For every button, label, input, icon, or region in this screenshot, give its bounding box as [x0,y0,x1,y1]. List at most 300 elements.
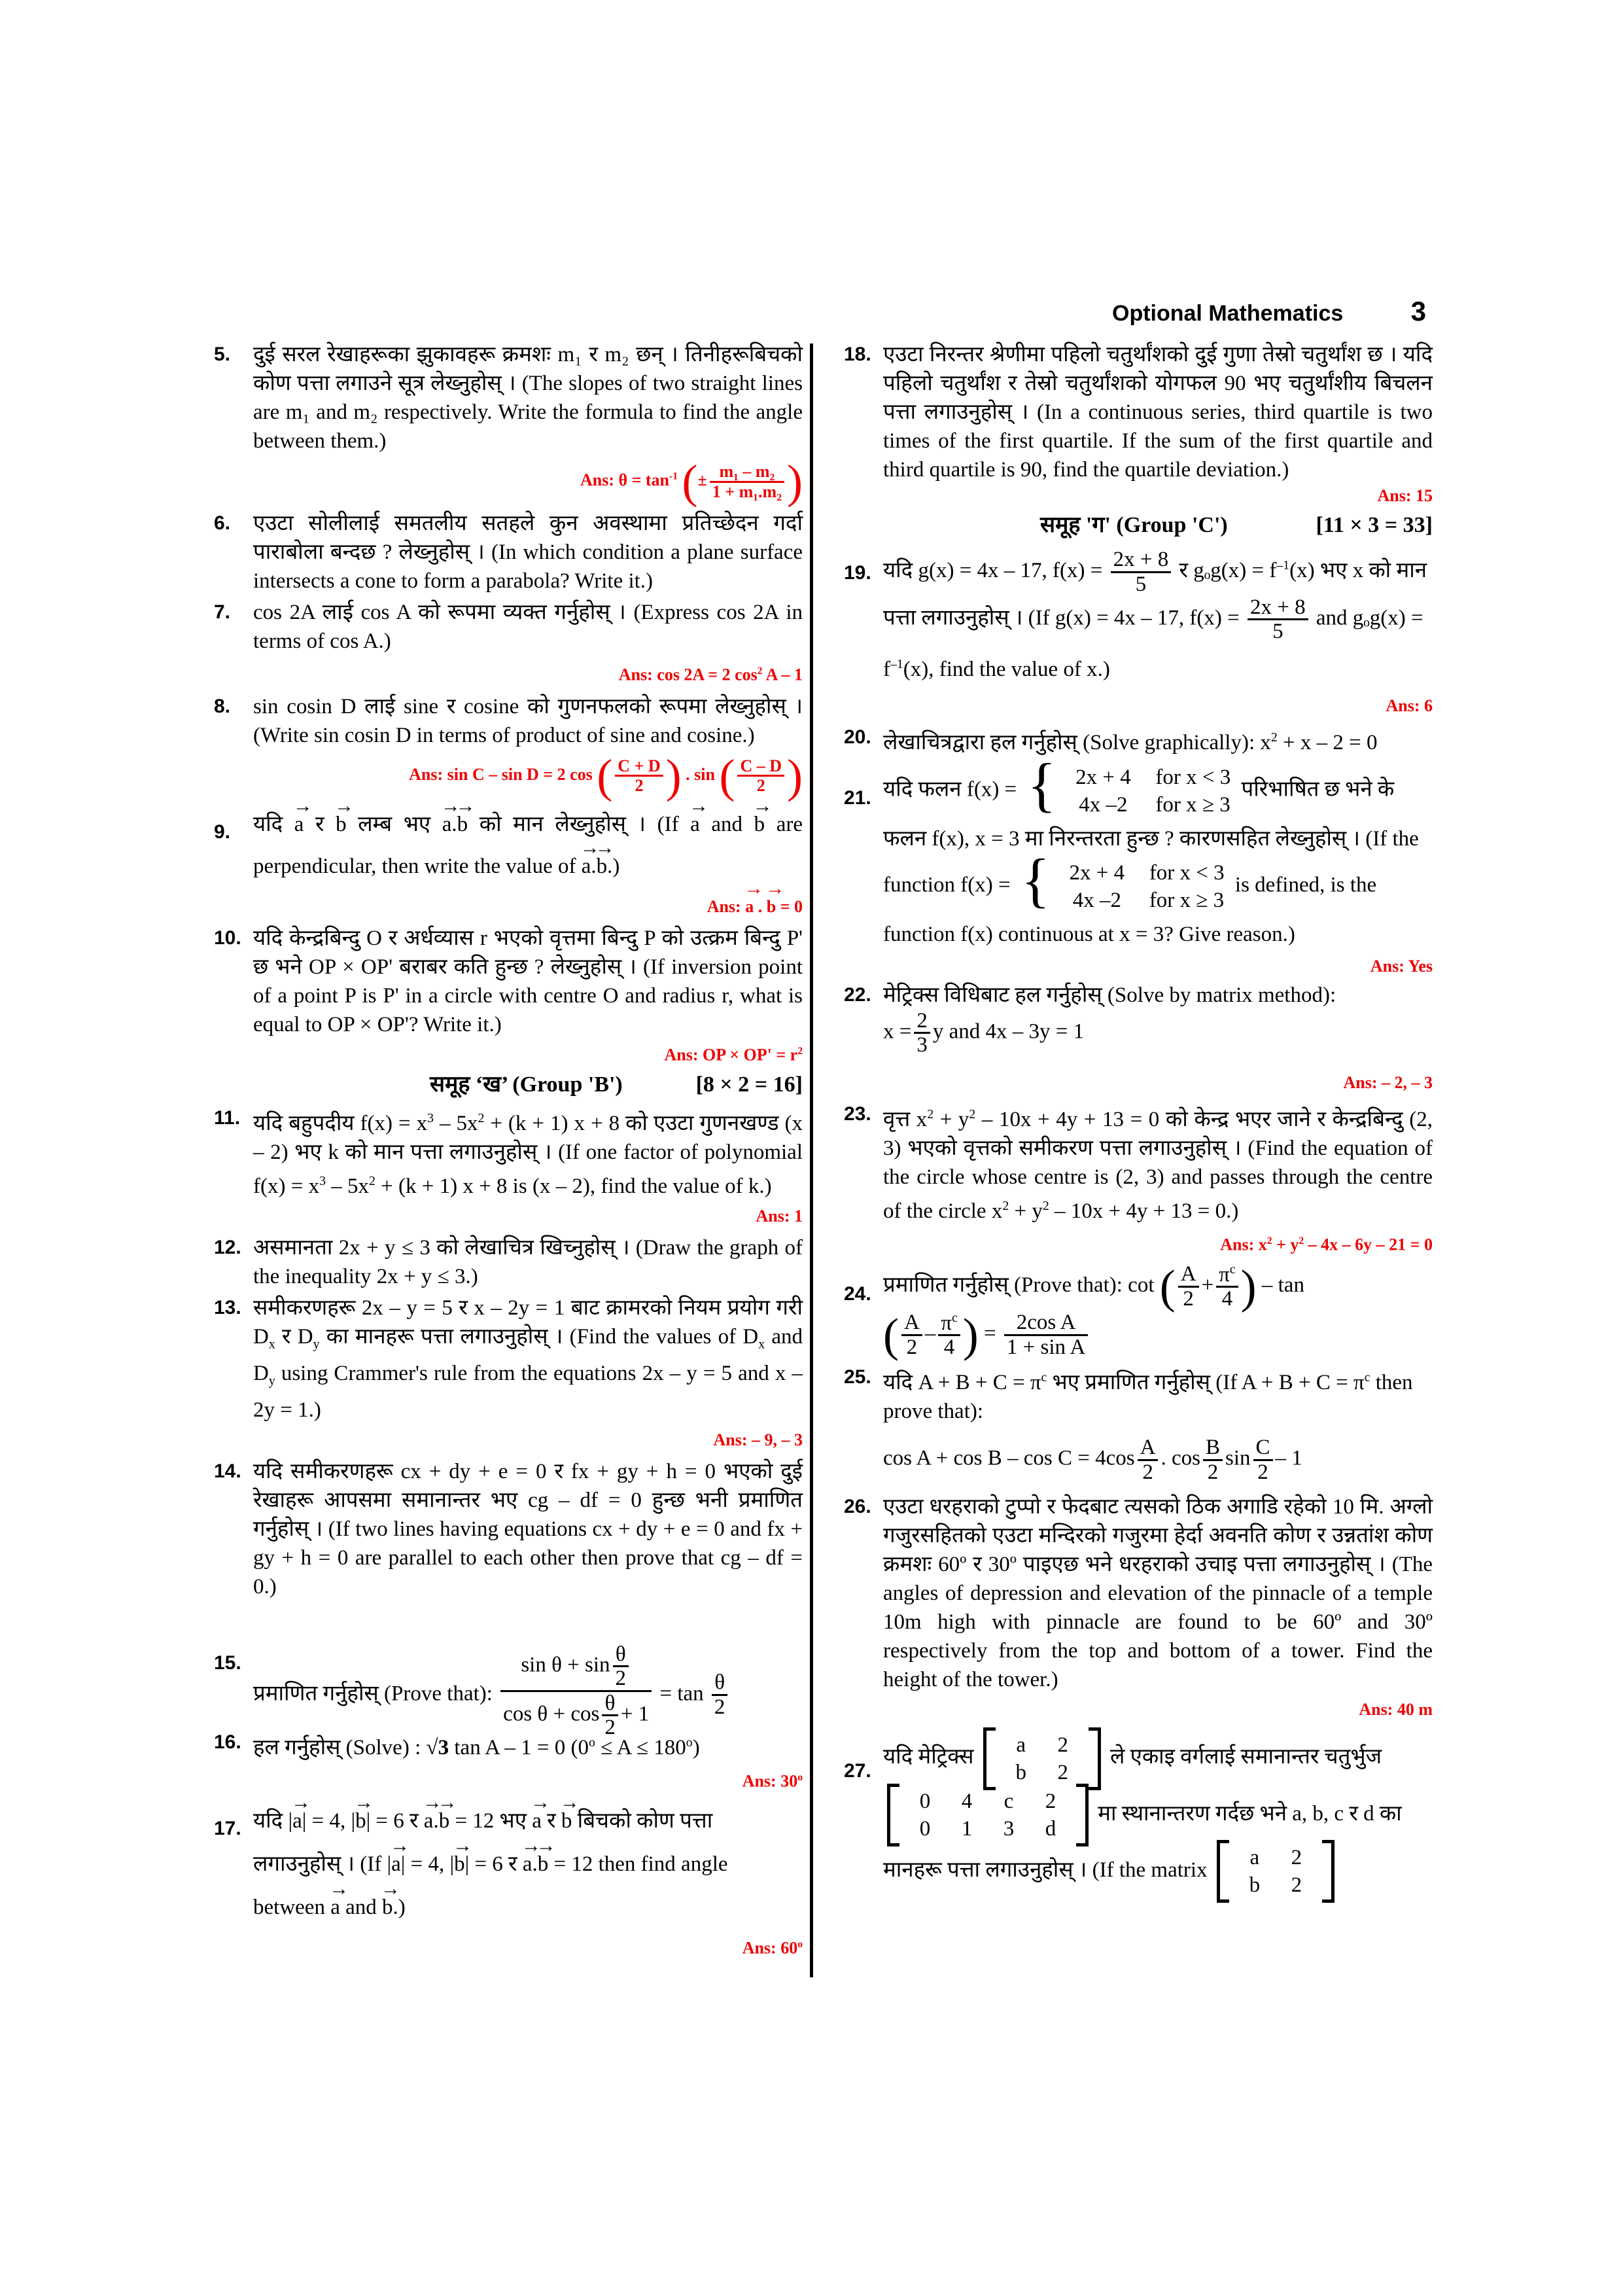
text-run: . [532,1852,538,1877]
right-paren: ) [962,1309,979,1362]
question-11 [214,1104,803,1201]
question-text [883,981,1433,1057]
left-paren: ( [719,749,735,802]
superscript: 2 [927,1107,934,1122]
question-text: एउटा धरहराको टुप्पो र फेदबाट त्यसको ठिक अगाडि रहेको 10 मि. अग्लो गजुरसहितको एउटा मन्दिरको गजुरमा हेर्दा अवनति कोण र उन्नतांश कोण क्रमशः 60º र 30º पाइएछ भने धरहराको उचाइ पत्ता लगाउनुहोस् । (The angles of depression and elevation of the pinnacle of a temple 10m high with pinnacle are found to be 60º and 30º respectively from the top and bottom of a tower. Find the height of the tower.) [883,1495,1433,1692]
vector-a: → a [532,1799,542,1843]
answer-sup: 2 [797,1045,803,1057]
denominator: 2 [756,776,765,796]
superscript: c [1229,1262,1236,1277]
question-number: 23. [844,1103,871,1125]
matrix-cell: 2 [1291,1873,1302,1898]
b-over-2 [1203,1436,1223,1483]
question-number: 27. [844,1760,871,1782]
text-run: । (If the function f(x) = [883,826,1419,897]
text-run: परिभाषित छ भने के फलन f(x), x = 3 मा निरन्तरता हुन्छ ? कारणसहित लेख्नुहोस् [883,777,1395,851]
question-text [253,804,803,887]
text-run: . cos [1161,1446,1200,1470]
denominator: 2 [714,1695,725,1719]
denominator: 2 [906,1335,918,1359]
answer-text: = 0 [780,896,803,916]
vector-b: → b [382,1886,393,1929]
answer-text: Ans: [707,896,741,916]
denominator: 2 [604,1716,616,1740]
page-header [1112,296,1426,335]
matrix-row [1234,1871,1318,1899]
a-over-2 [1178,1263,1199,1310]
vector-a: → a [292,1799,302,1843]
case-row [1045,859,1225,887]
text-run: ले एकाइ वर्गलाई समानान्तर चतुर्भुज [1109,1745,1382,1769]
text-run: – 10x + 4y + 13 = 0.) [1049,1199,1239,1224]
case-condition: for x ≥ 3 [1149,888,1225,912]
question-14 [214,1457,803,1601]
text-run: are perpendicular, then write the value of [253,812,803,878]
matrix-cell: 2 [1057,1760,1068,1784]
question-number: 6. [214,512,231,534]
numerator: 2 [914,1010,930,1034]
answer-sup: 2 [757,665,763,677]
matrix-row [1000,1759,1084,1786]
question-number: 17. [214,1818,241,1840]
question-13 [214,1294,803,1424]
denominator: 4 [1221,1287,1233,1311]
text-run: + 1 [620,1702,650,1726]
a-over-2 [901,1311,922,1358]
text-run: – 10x + 4y + 13 = 0 को केन्द्र भएर जाने र केन्द्रबिन्दु (2, 3) भएको वृत्तको समीकरण पत्ता लगाउनुहोस् । (Find the equation of the circle whose centre is (2, 3) and passes through the centre of the circle x [883,1108,1433,1224]
vector-a: → a [582,845,591,887]
text-run: यदि g(x) = 4x – 17, f(x) = [883,559,1103,582]
degree: o [588,1735,595,1750]
text-run: .) [393,1896,406,1920]
superscript: 3 [319,1174,326,1189]
answer-18: Ans: 15 [1377,486,1433,505]
matrix-cell: 3 [1003,1817,1015,1841]
answer-text: Ans: sin C – sin D = 2 cos [409,764,593,784]
case-row [1051,764,1230,791]
denominator: 2 [615,1667,627,1691]
denominator: 2 [635,776,644,796]
matrix-cell: 2 [1057,1733,1068,1757]
answer-26: Ans: 40 m [1359,1700,1433,1720]
vector-a: → a [745,894,754,920]
denominator: 1 + m₁.m₂ [712,482,782,501]
denominator: 3 [916,1033,928,1057]
text-run: sin [1225,1446,1251,1470]
vector-b: → b [754,804,765,845]
text-run: and [711,812,743,836]
vector-b: → b [767,894,776,920]
text-run: y and 4x – 3y = 1 [932,1019,1085,1044]
matrix-row [904,1815,1072,1843]
matrix-cell: b [1015,1760,1026,1784]
numerator: A [1178,1263,1199,1288]
question-8 [214,692,803,750]
superscript: c [1364,1369,1370,1385]
matrix-cell: 0 [919,1817,931,1841]
text-run: then prove that): [883,1370,1413,1423]
question-text [883,723,1433,757]
text-run: को मान लेख्नुहोस् । (If [479,812,679,836]
text-run: ≤ A ≤ 180 [595,1735,686,1759]
text-run: समीकरणहरू 2x – y = 5 र x – 2y = 1 बाट क्रामरको नियम प्रयोग गरी D [253,1296,803,1349]
identity [883,1436,1302,1483]
text-run: .) [607,854,620,878]
text-run: tan A – 1 = 0 (0 [449,1735,589,1759]
question-number: 21. [844,786,871,809]
question-number: 16. [214,1731,241,1753]
left-paren: ( [883,1309,899,1362]
answer-19: Ans: 6 [1386,696,1433,715]
right-paren: ) [665,749,682,802]
question-number: 18. [844,344,871,365]
question-text [883,544,1433,690]
answer-23 [844,1228,1433,1258]
text-run: and [345,1896,377,1920]
answer-text: Ans: 60 [742,1938,798,1958]
answer-text: Ans: x [1220,1235,1267,1254]
question-text: एउटा निरन्तर श्रेणीमा पहिलो चतुर्थांशको दुई गुणा तेस्रो चतुर्थांश छ । यदि पहिलो चतुर्थांश र तेस्रो चतुर्थांशको योगफल 90 भए चतुर्थांशीय बिचलन पत्ता लगाउनुहोस् । (In a continuous series, third quartile is two times of the first quartile. If the sum of the first quartile and third quartile is 90, find the quartile deviation.) [883,343,1433,482]
question-16 [214,1728,803,1762]
answer-text: . sin [686,764,715,784]
subscript: x [758,1337,765,1352]
text-run: यदि मेट्रिक्स [883,1745,974,1769]
question-number: 25. [844,1366,871,1388]
vector-b: → b [439,1799,450,1843]
numerator: θ [712,1671,728,1696]
answer-sup: o [797,1939,803,1951]
matrix-cell: c [1003,1790,1014,1814]
question-number: 11. [214,1107,241,1129]
question-number: 14. [214,1460,241,1482]
denominator: 5 [1272,620,1283,644]
case-expr: 2x + 4 [1075,765,1131,789]
question-number: 7. [214,601,231,623]
f-fraction [1248,596,1308,643]
vector-a: → a [523,1843,532,1886]
page-number: 3 [1410,296,1426,327]
c-over-2 [1253,1436,1273,1483]
answer-text: Ans: OP × OP' = r [664,1045,798,1065]
answer-text: – 4x – 6y – 21 = 0 [1304,1235,1433,1254]
question-text [253,1294,803,1424]
pi-over-4 [938,1311,960,1359]
text-run: र [547,1809,556,1833]
text-run: र D [275,1325,313,1349]
superscript: c [952,1310,958,1325]
group-b-heading [214,1069,803,1101]
text-run: + y [934,1108,969,1132]
text-run: – 5x [433,1112,478,1136]
group-title: समूह ‘ख’ (Group 'B') [430,1072,623,1097]
vector-b: → b [457,804,468,845]
question-19 [844,544,1433,690]
text-run: and D [253,1325,803,1385]
lhs-fraction [500,1643,652,1740]
question-number: 19. [844,562,871,584]
question-6 [214,509,803,595]
numerator: m₁ – m₂ [710,463,784,482]
text-run: cos θ + cos [503,1702,600,1726]
question-text: cos 2A लाई cos A को रूपमा व्यक्त गर्नुहोस् । (Express cos 2A in terms of cos A.) [253,601,803,653]
numerator: C + D [615,757,663,777]
answer-sup: o [797,1771,803,1783]
matrix-row [1000,1731,1084,1759]
vector-b: → b [561,1799,572,1843]
question-10 [214,924,803,1039]
right-column [844,340,1433,1901]
answer-sup: -1 [669,470,678,482]
question-25 [844,1363,1433,1483]
question-number: 20. [844,726,871,748]
text-run: यदि [253,812,283,836]
answer-text: Ans: 30 [742,1771,798,1791]
numerator [938,1311,960,1337]
half-theta [613,1643,629,1690]
denominator: 5 [1135,572,1147,596]
matrix-cell: a [1016,1733,1026,1757]
question-text [253,1728,803,1762]
text-run: + y [1009,1199,1043,1224]
text-run: + (k + 1) x + 8 को एउटा गुणनखण्ड (x – 2) भए k को मान पत्ता लगाउनुहोस् । (If one factor of polynomial f(x) = x [253,1112,803,1199]
matrix-cell: 2 [1045,1790,1056,1814]
question-text: sin cosin D लाई sine र cosine को गुणनफलको रूपमा लेख्नुहोस् । (Write sin cosin D in terms of product of sine and cosine.) [253,694,803,747]
text-run: यदि फलन f(x) = [883,777,1017,802]
superscript: 2 [478,1111,485,1126]
text-run: यदि A + B + C = π [883,1370,1041,1394]
square-root: √3 [426,1735,449,1759]
question-5 [214,340,803,455]
vector-b: → b [336,804,347,845]
vector-b: → b [454,1843,465,1886]
question-9 [214,804,803,887]
answer-17 [214,1932,803,1962]
denominator: 2 [1183,1286,1194,1311]
text-run: – 5x [325,1174,369,1199]
question-number: 10. [214,927,241,949]
plus-minus: ± [697,470,707,489]
text-run: भए प्रमाणित गर्नुहोस् (If A + B + C = π [1047,1370,1365,1394]
answer-11: Ans: 1 [756,1207,803,1226]
numerator: θ [613,1643,629,1668]
denominator: 2 [1257,1460,1268,1484]
question-18 [844,340,1433,484]
superscript: 2 [1042,1199,1049,1214]
left-paren: ( [1159,1260,1176,1313]
text-run: = [984,1321,996,1345]
question-number: 13. [214,1297,241,1319]
question-number: 26. [844,1496,871,1518]
question-27 [844,1729,1433,1899]
text-run: is defined, is the function f(x) continuous at x = 3? Give reason.) [883,873,1377,946]
vector-a: → a [294,804,304,845]
answer-text: Ans: θ = tan [580,470,670,489]
question-text [883,1363,1433,1483]
text-run: – tan [1261,1273,1304,1297]
numerator: A [1138,1436,1159,1461]
text-run: = 12 then find angle between [253,1852,728,1920]
matrix-row [904,1788,1072,1815]
text-run: प्रमाणित गर्नुहोस् (Prove that): [253,1681,493,1705]
text-run: वृत्त x [883,1108,928,1132]
text-run: and gₒg(x) = f [883,606,1423,681]
question-text: एउटा सोलीलाई समतलीय सतहले कुन अवस्थामा प्रतिच्छेदन गर्दा पाराबोला बन्दछ ? लेख्नुहोस् । (In which condition a plane surface intersects a cone to form a parabola? Write it.) [253,512,803,593]
pi: π [1219,1262,1230,1286]
case-condition: for x < 3 [1155,765,1231,789]
question-12 [214,1233,803,1291]
question-number: 12. [214,1237,241,1259]
answer-text: Ans: cos 2A = 2 cos [618,665,758,684]
vector-b: → b [538,1843,549,1886]
text-run: प्रमाणित गर्नुहोस् (Prove that): cot [883,1273,1155,1297]
vector-b: → b [355,1799,366,1843]
left-paren: ( [682,455,698,508]
group-c-heading [844,509,1433,542]
case-condition: for x ≥ 3 [1155,792,1230,817]
question-text [883,1260,1433,1362]
case-condition: for x < 3 [1149,860,1225,885]
answer-13: Ans: – 9, – 3 [713,1430,803,1449]
text-run: यदि बहुपदीय f(x) = x [253,1112,428,1136]
vector-a: → a [330,1886,340,1929]
subscript: y [313,1337,320,1352]
text-run: – 1 [1275,1446,1302,1470]
text-run: लम्ब भए [358,812,431,836]
answer-7 [214,658,803,688]
answer-text: A – 1 [762,665,803,684]
group-marks: [11 × 3 = 33] [1316,513,1433,537]
subscript: x [268,1337,275,1352]
column-divider [810,344,813,1977]
answer-10 [214,1042,803,1065]
superscript: –1 [890,656,903,671]
text-run: मा स्थानान्तरण गर्दछ भने a, b, c र d का मानहरू पत्ता लगाउनुहोस् । (If the matrix [883,1801,1402,1882]
case-expr: 4x –2 [1072,888,1121,912]
matrix-parallelogram [887,1788,1089,1843]
question-text: दुई सरल रेखाहरूका झुकावहरू क्रमशः m₁ र m₂ छन् । तिनीहरूबिचको कोण पत्ता लगाउने सूत्र लेख्नुहोस् । (The slopes of two straight lines are m₁ and m₂ respectively. Write the formula to find the angle between them.) [253,343,803,453]
text-run: यदि | [253,1809,293,1833]
question-text: असमानता 2x + y ≤ 3 को लेखाचित्र खिच्नुहोस् । (Draw the graph of the inequality 2x + y ≤ 3.) [253,1236,803,1289]
answer-text: + y [1272,1235,1299,1254]
question-number: 8. [214,695,231,717]
text-run: बिचको कोण पत्ता लगाउनुहोस् । (If | [253,1809,713,1877]
text-run: लेखाचित्रद्वारा हल गर्नुहोस् (Solve graphically): x [883,730,1271,754]
text-run: + x – 2 = 0 [1277,730,1378,754]
matrix-cell: 0 [919,1790,931,1814]
question-number: 15. [214,1651,241,1674]
superscript: 3 [427,1111,434,1126]
half-theta [712,1671,728,1718]
text-run: using Crammer's rule from the equations 2x – y = 5 and x – 2y = 1.) [253,1361,803,1422]
vector-a: → a [391,1843,401,1886]
superscript: 2 [1002,1199,1009,1214]
matrix-cell: 1 [961,1817,973,1841]
question-number: 5. [214,344,231,365]
left-paren: ( [597,749,613,802]
question-text [883,1100,1433,1226]
vector-a: → a [442,804,452,845]
denominator: 4 [943,1335,955,1360]
matrix-a-b [983,1731,1101,1786]
superscript: 2 [969,1107,976,1122]
text-run: हल गर्नुहोस् (Solve) : [253,1735,421,1759]
numerator: A [901,1311,922,1336]
matrix-cell: b [1249,1873,1261,1898]
superscript: c [1041,1369,1047,1385]
text-run: | = 4, | [302,1809,356,1833]
question-22 [844,981,1433,1057]
text-run: x = [883,1019,912,1044]
text-run: (x), find the value of x.) [903,657,1110,681]
case-expr: 4x –2 [1079,792,1128,817]
question-text: यदि समीकरणहरू cx + dy + e = 0 र fx + gy + h = 0 भएको दुई रेखाहरू आपसमा समानान्तर भए cg – df = 0 हुन्छ भनी प्रमाणित गर्नुहोस् । (If two lines having equations cx + dy + e = 0 and fx + gy + h = 0 are parallel to each other then prove that cg – df = 0.) [253,1459,803,1598]
numerator: C – D [737,757,784,777]
piecewise-function [1027,764,1230,819]
question-20 [844,723,1433,757]
text-run: का मानहरू पत्ता लगाउनुहोस् । (Find the values of D [319,1325,759,1349]
question-15 [214,1614,803,1740]
vector-a: → a [424,1799,434,1843]
numerator: 2x + 8 [1111,548,1172,573]
pi: π [941,1311,952,1335]
question-7 [214,598,803,656]
two-thirds [914,1010,930,1057]
piecewise-function [1021,859,1225,914]
numerator [500,1643,652,1692]
left-column [214,340,803,1966]
numerator: 2x + 8 [1248,596,1308,621]
question-23 [844,1100,1433,1226]
question-21 [844,764,1433,955]
pi-over-4 [1216,1263,1238,1311]
text-run: cos A + cos B – cos C = 4cos [883,1446,1135,1470]
question-text [253,1799,803,1929]
question-number: 22. [844,983,871,1006]
answer-sup: 2 [1299,1235,1304,1247]
f-fraction [1111,548,1172,595]
question-text [883,764,1433,955]
text-run: = tan [659,1681,704,1705]
answer-sup: 2 [1266,1235,1272,1247]
superscript: 2 [368,1174,375,1189]
text-run: sin θ + sin [521,1653,610,1677]
right-paren: ) [787,455,803,508]
vector-a: → a [690,804,700,845]
degree: o [686,1735,693,1750]
question-26 [844,1492,1433,1694]
question-number: 24. [844,1282,871,1305]
question-text: यदि केन्द्रबिन्दु O र अर्धव्यास r भएको वृत्तमा बिन्दु P को उत्क्रम बिन्दु P' छ भने OP × OP' बराबर कति हुन्छ ? लेख्नुहोस् । (If inversion point of a point P is P' in a circle with centre O and radius r, what is equal to OP × OP'? Write it.) [253,926,803,1036]
text-run: . [451,812,457,836]
question-text [883,1729,1433,1899]
case-row [1045,887,1225,914]
answer-5 [214,455,803,508]
text-run: – [924,1321,936,1345]
question-24 [844,1260,1433,1362]
right-paren: ) [1240,1260,1257,1313]
question-number: 9. [214,821,231,843]
answer-9 [214,894,803,920]
right-paren: ) [787,749,803,802]
answer-22: Ans: – 2, – 3 [1343,1073,1433,1093]
numerator [1216,1263,1238,1288]
text-run: | = 6 र [464,1852,517,1877]
text-run: | = 4, | [400,1852,455,1877]
matrix-cell: 2 [1291,1846,1302,1870]
superscript: 2 [1270,730,1278,745]
numerator: θ [602,1692,618,1717]
matrix-cell: a [1249,1846,1260,1870]
